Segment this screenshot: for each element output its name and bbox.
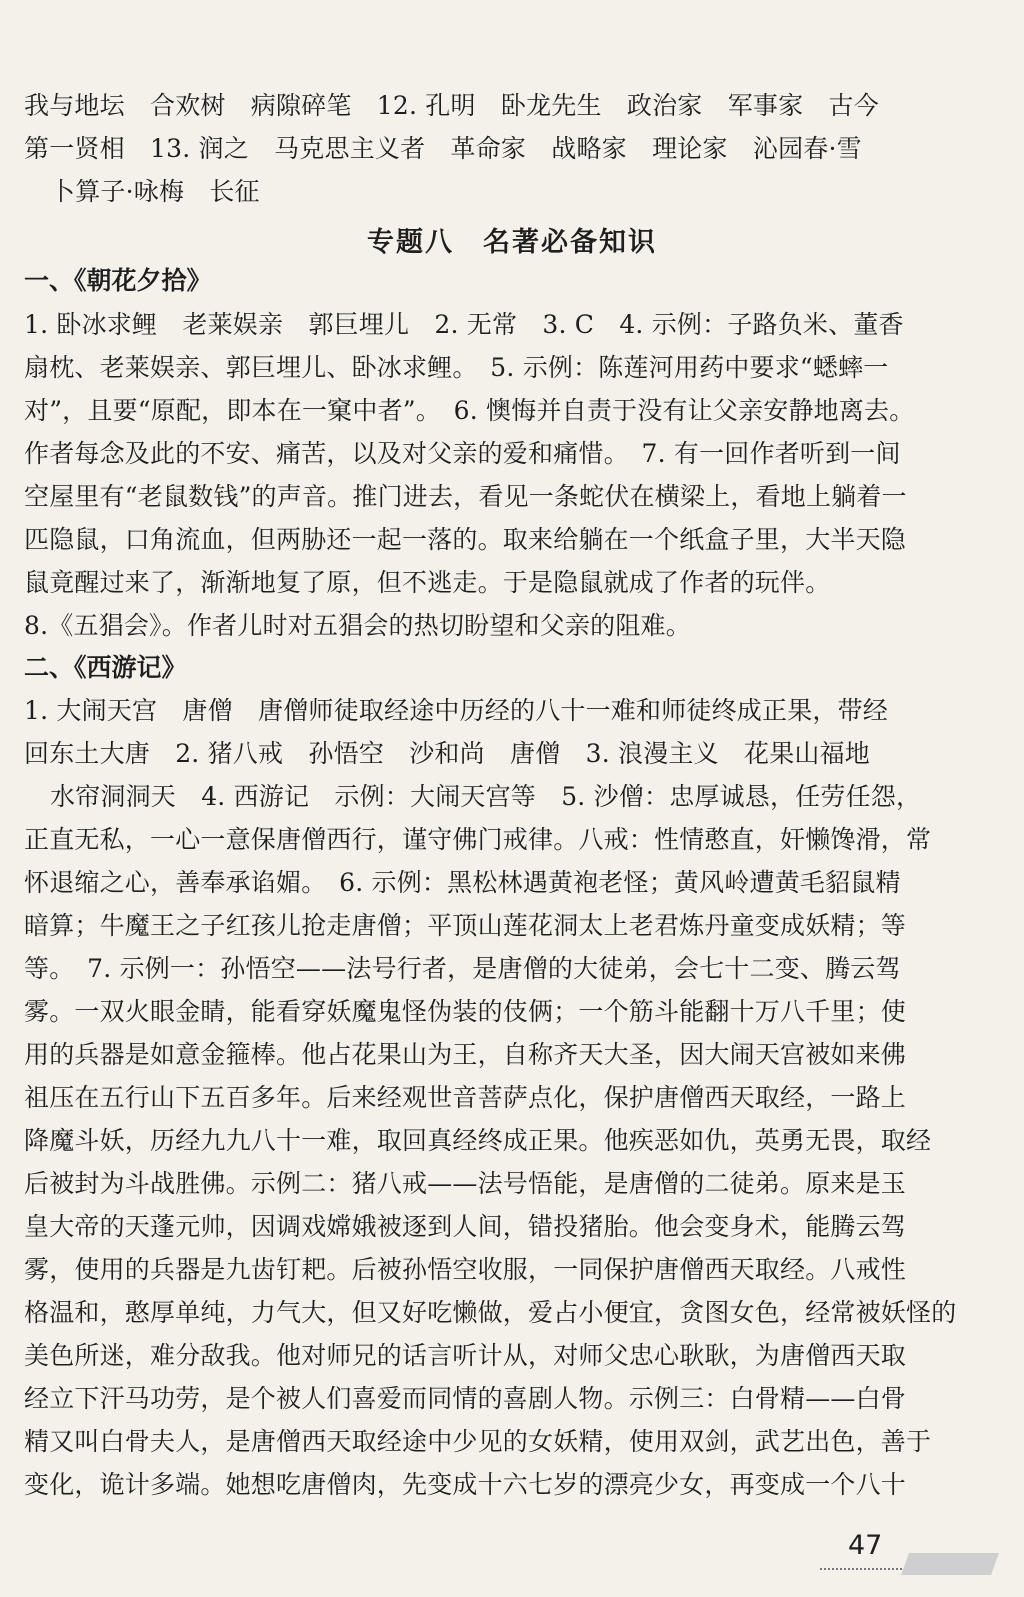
text-line: 雾。一双火眼金睛，能看穿妖魔鬼怪伪装的伎俩；一个筋斗能翻十万八千里；使 bbox=[24, 997, 907, 1026]
text-line: 8.《五猖会》。作者儿时对五猖会的热切盼望和父亲的阻难。 bbox=[24, 611, 691, 640]
text-line: 后被封为斗战胜佛。示例二：猪八戒——法号悟能，是唐僧的二徒弟。原来是玉 bbox=[24, 1169, 907, 1198]
text-line: 正直无私，一心一意保唐僧西行，谨守佛门戒律。八戒：性情憨直，奸懒馋滑，常 bbox=[24, 825, 932, 854]
text-line: 匹隐鼠，口角流血，但两胁还一起一落的。取来给躺在一个纸盒子里，大半天隐 bbox=[24, 525, 907, 554]
text-line: 暗算；牛魔王之子红孩儿抢走唐僧；平顶山莲花洞太上老君炼丹童变成妖精；等 bbox=[24, 911, 907, 940]
text-line: 卜算子·咏梅 长征 bbox=[50, 177, 260, 206]
section-heading: 一、《朝花夕拾》 bbox=[24, 266, 212, 295]
page-number: 47 bbox=[848, 1530, 883, 1561]
text-line: 雾，使用的兵器是九齿钉耙。后被孙悟空收服，一同保护唐僧西天取经。八戒性 bbox=[24, 1255, 907, 1284]
page-title: 专题八 名著必备知识 bbox=[367, 227, 657, 258]
text-line: 空屋里有“老鼠数钱”的声音。推门进去，看见一条蛇伏在横梁上，看地上躺着一 bbox=[24, 482, 907, 511]
text-line: 祖压在五行山下五百多年。后来经观世音菩萨点化，保护唐僧西天取经，一路上 bbox=[24, 1083, 907, 1112]
footer-tab-decoration bbox=[901, 1553, 999, 1575]
text-line: 美色所迷，难分敌我。他对师兄的话言听计从，对师父忠心耿耿，为唐僧西天取 bbox=[24, 1341, 907, 1370]
text-line: 降魔斗妖，历经九九八十一难，取回真经终成正果。他疾恶如仇，英勇无畏，取经 bbox=[24, 1126, 932, 1155]
text-line: 扇枕、老莱娱亲、郭巨埋儿、卧冰求鲤。 5. 示例：陈莲河用药中要求“蟋蟀一 bbox=[24, 353, 889, 382]
text-line: 1. 卧冰求鲤 老莱娱亲 郭巨埋儿 2. 无常 3. C 4. 示例：子路负米、董香 bbox=[24, 310, 904, 339]
text-line: 我与地坛 合欢树 病隙碎笔 12. 孔明 卧龙先生 政治家 军事家 古今 bbox=[24, 91, 879, 120]
text-line: 等。 7. 示例一：孙悟空——法号行者，是唐僧的大徒弟，会七十二变、腾云驾 bbox=[24, 954, 901, 983]
text-line: 鼠竟醒过来了，渐渐地复了原，但不逃走。于是隐鼠就成了作者的玩伴。 bbox=[24, 568, 831, 597]
text-line: 1. 大闹天宫 唐僧 唐僧师徒取经途中历经的八十一难和师徒终成正果，带经 bbox=[24, 696, 889, 725]
text-line: 怀退缩之心，善奉承谄媚。 6. 示例：黑松林遇黄袍老怪；黄风岭遭黄毛貂鼠精 bbox=[24, 868, 901, 897]
section-heading: 二、《西游记》 bbox=[24, 653, 187, 682]
text-line: 变化，诡计多端。她想吃唐僧肉，先变成十六七岁的漂亮少女，再变成一个八十 bbox=[24, 1470, 907, 1499]
text-line: 作者每念及此的不安、痛苦，以及对父亲的爱和痛惜。 7. 有一回作者听到一间 bbox=[24, 439, 901, 468]
text-line: 第一贤相 13. 润之 马克思主义者 革命家 战略家 理论家 沁园春·雪 bbox=[24, 134, 862, 163]
text-line: 水帘洞洞天 4. 西游记 示例：大闹天宫等 5. 沙僧：忠厚诚恳，任劳任怨， bbox=[50, 782, 922, 811]
text-line: 精又叫白骨夫人，是唐僧西天取经途中少见的女妖精，使用双剑，武艺出色，善于 bbox=[24, 1427, 932, 1456]
text-line: 回东土大唐 2. 猪八戒 孙悟空 沙和尚 唐僧 3. 浪漫主义 花果山福地 bbox=[24, 739, 871, 768]
text-line: 经立下汗马功劳，是个被人们喜爱而同情的喜剧人物。示例三：白骨精——白骨 bbox=[24, 1384, 907, 1413]
text-line: 对”，且要“原配，即本在一窠中者”。 6. 懊悔并自责于没有让父亲安静地离去。 bbox=[24, 396, 915, 425]
text-line: 格温和，憨厚单纯，力气大，但又好吃懒做，爱占小便宜，贪图女色，经常被妖怪的 bbox=[24, 1298, 957, 1327]
text-line: 用的兵器是如意金箍棒。他占花果山为王，自称齐天大圣，因大闹天宫被如来佛 bbox=[24, 1040, 907, 1069]
text-line: 皇大帝的天蓬元帅，因调戏嫦娥被逐到人间，错投猪胎。他会变身术，能腾云驾 bbox=[24, 1212, 907, 1241]
